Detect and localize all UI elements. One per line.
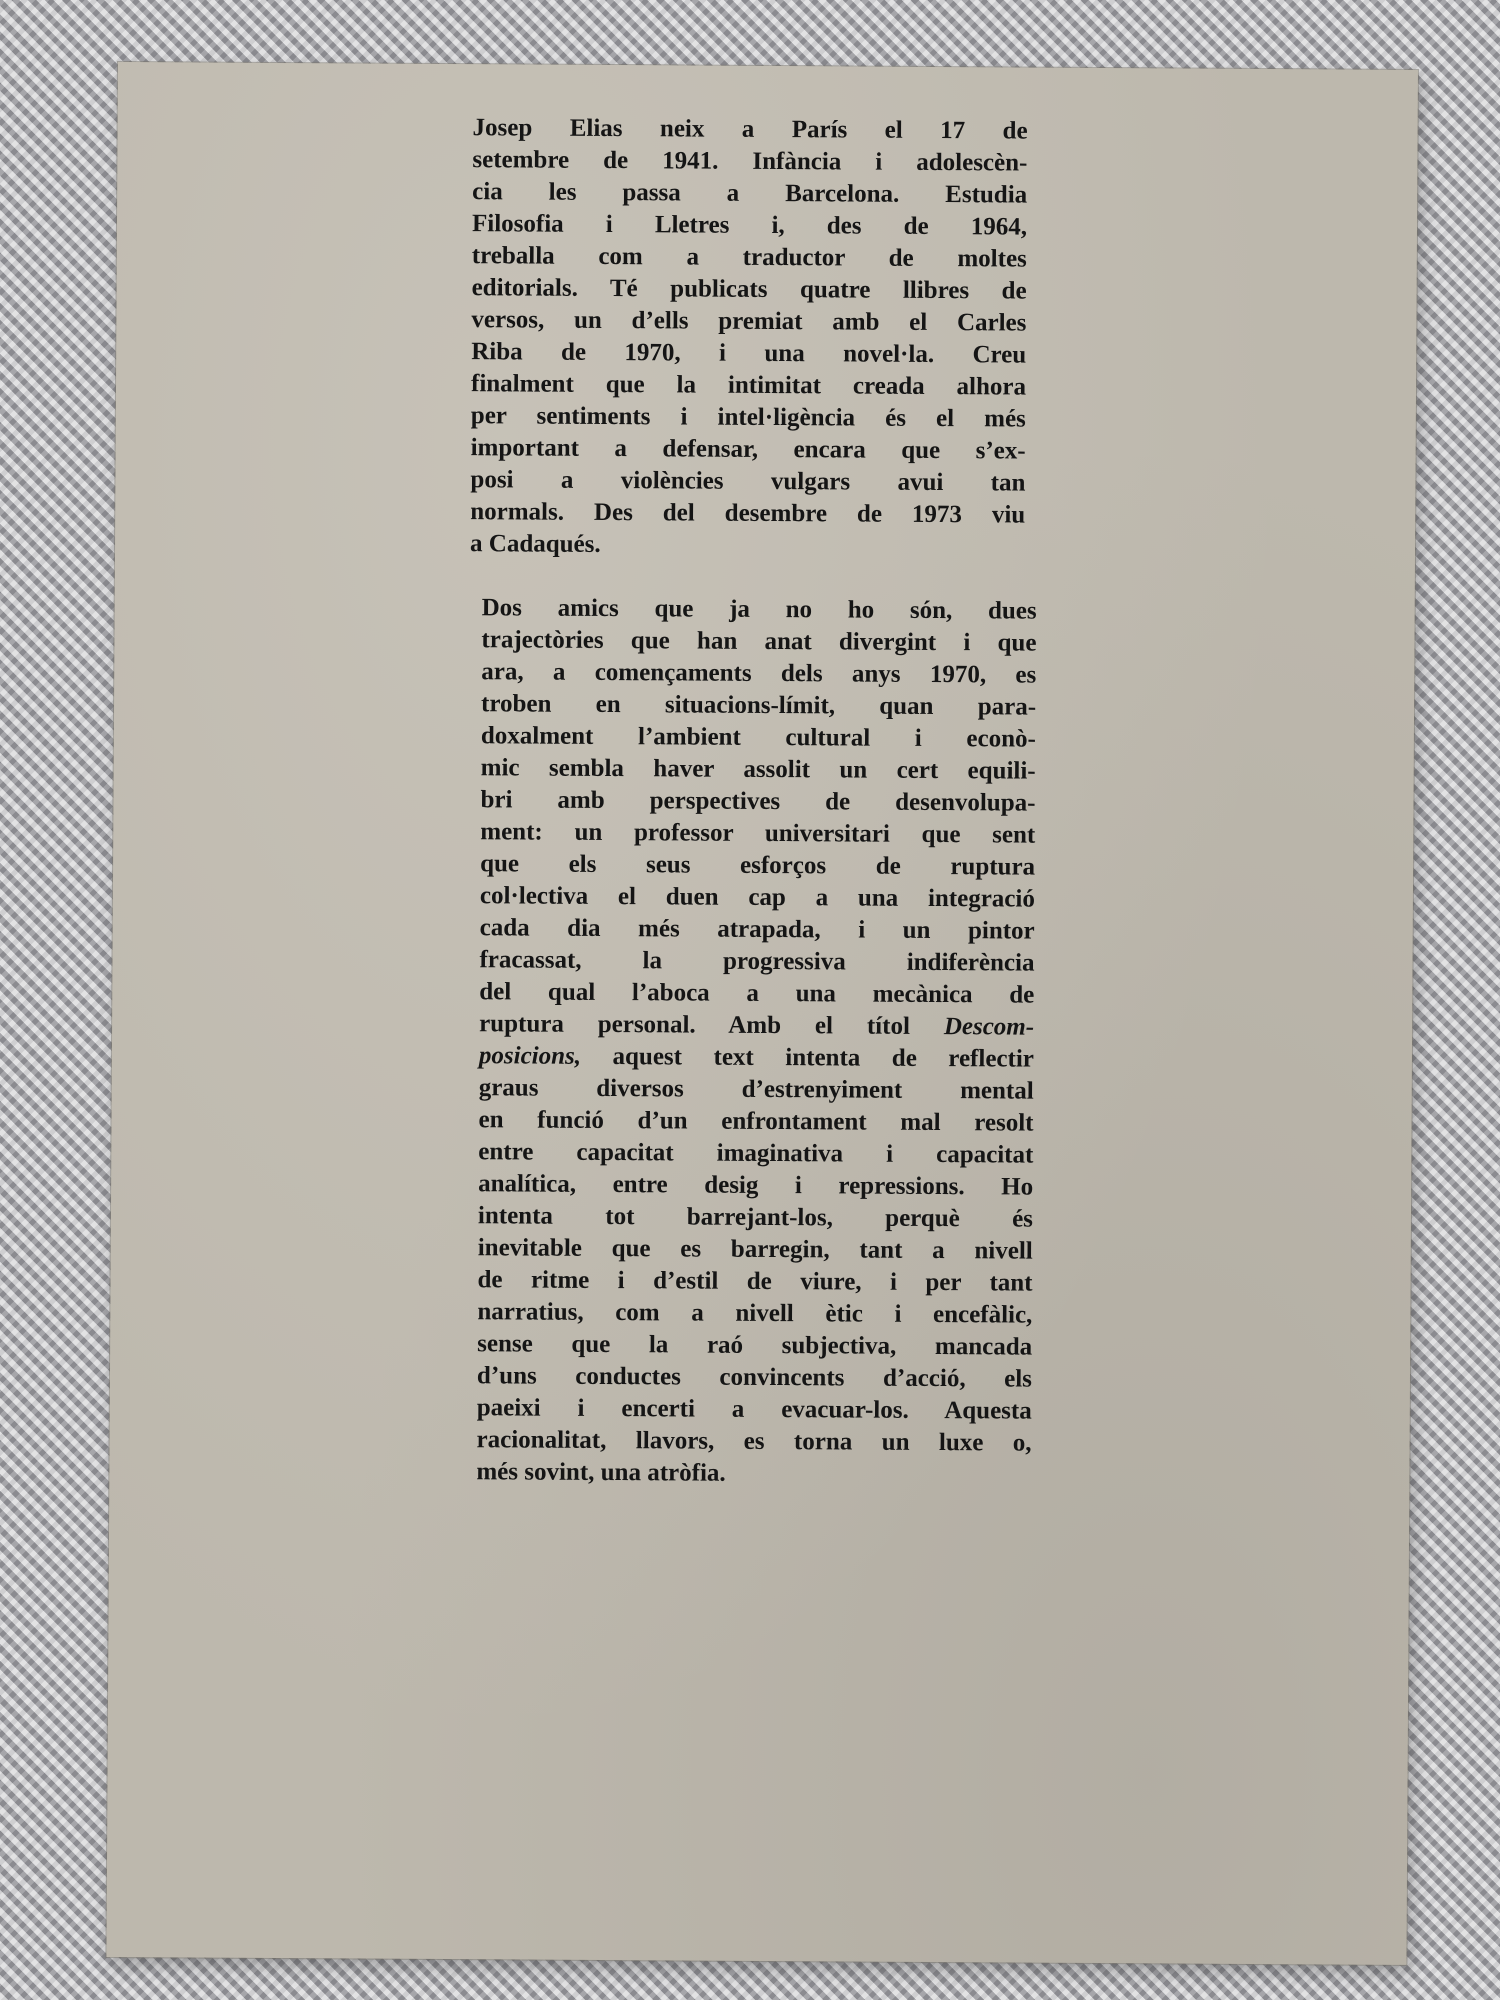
synopsis-line: paeixi i encerti a evacuar-los. Aquesta	[476, 1394, 1032, 1425]
synopsis-text: ruptura personal. Amb el títol	[479, 1010, 944, 1041]
book-title-part: posicions,	[478, 1042, 582, 1070]
bio-line: important a defensar, encara que s’ex-	[470, 434, 1026, 465]
synopsis-line: inevitable que es barregin, tant a nivell	[477, 1234, 1033, 1265]
synopsis-line: graus diversos d’estrenyiment mental	[478, 1074, 1034, 1105]
bio-line: versos, un d’ells premiat amb el Carles	[471, 306, 1027, 337]
bio-line: normals. Des del desembre de 1973 viu	[470, 498, 1026, 529]
bio-line: Riba de 1970, i una novel·la. Creu	[471, 338, 1027, 369]
synopsis-line: trajectòries que han anat divergint i que	[481, 626, 1037, 657]
synopsis-line: fracassat, la progressiva indiferència	[479, 946, 1035, 977]
synopsis-line: ment: un professor universitari que sent	[480, 818, 1036, 849]
synopsis-line: narratius, com a nivell ètic i encefàlic,	[477, 1298, 1033, 1329]
synopsis-line: d’uns conductes convincents d’acció, els	[476, 1362, 1033, 1393]
synopsis-line: racionalitat, llavors, es torna un luxe o,	[476, 1426, 1032, 1457]
synopsis-line: ara, a començaments dels anys 1970, es	[481, 658, 1037, 689]
synopsis-line: doxalment l’ambient cultural i econò-	[480, 722, 1036, 753]
book-synopsis	[476, 592, 1036, 1491]
synopsis-line: bri amb perspectives de desenvolupa-	[480, 786, 1036, 817]
bio-line: a Cadaqués.	[469, 530, 601, 558]
synopsis-line: en funció d’un enfrontament mal resolt	[478, 1106, 1034, 1137]
synopsis-line: més sovint, una atròfia.	[476, 1458, 726, 1487]
synopsis-line: mic sembla haver assolit un cert equili-	[480, 754, 1036, 785]
synopsis-line: cada dia més atrapada, i un pintor	[479, 914, 1035, 945]
synopsis-text: aquest text intenta de reflectir	[580, 1042, 1035, 1073]
bio-line: treballa com a traductor de moltes	[471, 242, 1027, 273]
synopsis-line: analítica, entre desig i repressions. Ho	[478, 1170, 1034, 1201]
bio-line: Josep Elias neix a París el 17 de	[472, 114, 1028, 145]
synopsis-line: que els seus esforços de ruptura	[480, 850, 1036, 881]
synopsis-line: de ritme i d’estil de viure, i per tant	[477, 1266, 1033, 1297]
synopsis-line-title-end	[479, 1040, 1034, 1075]
synopsis-line: intenta tot barrejant-los, perquè és	[477, 1202, 1034, 1233]
synopsis-line: entre capacitat imaginativa i capacitat	[478, 1138, 1034, 1169]
synopsis-line: sense que la raó subjectiva, mancada	[477, 1330, 1033, 1361]
bio-line: posi a violències vulgars avui tan	[470, 466, 1026, 497]
bio-line: finalment que la intimitat creada alhora	[470, 370, 1027, 401]
synopsis-line: col·lectiva el duen cap a una integració	[479, 882, 1035, 913]
book-back-cover	[106, 62, 1418, 1965]
synopsis-line: troben en situacions-límit, quan para-	[481, 690, 1037, 721]
synopsis-line-title-start	[479, 1008, 1034, 1043]
bio-line: Filosofia i Lletres i, des de 1964,	[471, 210, 1028, 241]
bio-line: cia les passa a Barcelona. Estudia	[472, 178, 1028, 209]
synopsis-line: del qual l’aboca a una mecànica de	[479, 978, 1035, 1009]
synopsis-line: Dos amics que ja no ho són, dues	[481, 594, 1037, 625]
bio-line: setembre de 1941. Infància i adolescèn-	[472, 146, 1028, 177]
book-title-part: Descom-	[943, 1013, 1035, 1041]
bio-line: per sentiments i intel·ligència és el més	[470, 402, 1026, 433]
bio-line: editorials. Té publicats quatre llibres de	[471, 274, 1027, 305]
author-bio	[470, 112, 1028, 563]
